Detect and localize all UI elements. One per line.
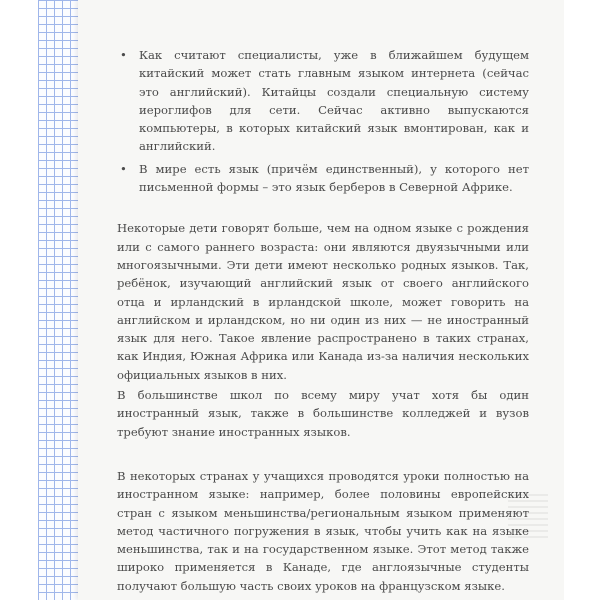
paragraph-immersion: В некоторых странах у учащихся проводятся уроки полностью на иностранном языке: например, более половины европейских стран с языком меньшинства/региональным языком применяют метод частичного погружения в язык, чтобы учить как на языке меньшинства, так и на государственном языке. Этот метод также широко применяется в Канаде, где англоязычные студенты получают большую часть своих уроков на французском языке.: [117, 468, 529, 593]
page-background: [564, 0, 600, 600]
list-item-text: Как считают специалисты, уже в ближайшем будущем китайский может стать главным языком интернета (сейчас это английский). Китайцы создали специальную систему иероглифов для сети. Сейчас активно выпускаются компьютеры, в которых китайский язык вмонтирован, как и английский.: [139, 48, 529, 154]
paragraph-bilingual-children: Некоторые дети говорят больше, чем на одном языке с рождения или с самого раннего возраста: они являются двуязычными или многоязычными. Эти дети имеют несколько родных языков. Так, ребёнок, изучающий английский язык от своего английского отца и ирландский в ирландской школе, может говорить на английском и ирландском, но ни один из них — не иностранный язык для него. Такое явление распространено в таких странах, как Индия, Южная Африка или Канада из-за наличия нескольких официальных языков в них.: [117, 221, 529, 382]
list-item-text: В мире есть язык (причём единственный), у которого нет письменной формы – это язык берберов в Северной Африке.: [139, 161, 529, 195]
list-item: [117, 46, 529, 156]
text-content: [117, 46, 529, 595]
list-item: [117, 160, 529, 197]
notebook-grid-paper: [38, 0, 82, 600]
bullet-icon: •: [120, 48, 127, 62]
facts-list: [117, 46, 529, 196]
paragraph-schools: В большинстве школ по всему миру учат хотя бы один иностранный язык, также в большинстве колледжей и вузов требуют знание иностранных языков.: [117, 388, 529, 439]
bullet-icon: •: [120, 161, 127, 176]
